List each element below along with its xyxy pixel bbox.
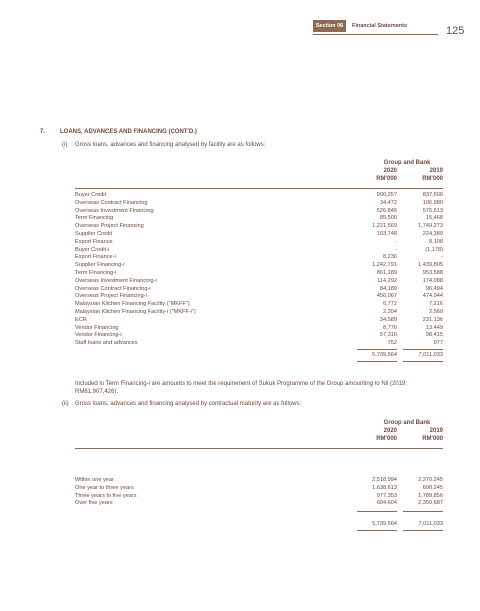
part-i-year-2019: 2019 [429, 168, 443, 174]
part-i-intro: Gross loans, advances and financing analysed by facility are as follows: [75, 142, 266, 148]
part-i-total-2019: 7,011,033 [418, 352, 443, 358]
row-value-2020: - [395, 246, 397, 253]
row-label: Overseas Project Financing [75, 223, 144, 230]
part-ii-year-2019: 2019 [429, 428, 443, 434]
table-row [75, 477, 443, 485]
row-value-2019: 15,468 [425, 215, 443, 222]
table-row [75, 278, 443, 286]
row-label: Three years to five years [75, 492, 137, 499]
table-row [75, 325, 443, 333]
row-value-2019: 174,088 [422, 277, 443, 284]
row-value-2019: 98,415 [425, 332, 443, 339]
row-value-2019: 953,588 [422, 269, 443, 276]
row-value-2020: 114,292 [377, 277, 397, 284]
row-value-2020: 752 [387, 340, 397, 347]
row-label: Overseas Contract Financing [75, 199, 148, 206]
part-ii-top-rule [75, 448, 443, 449]
row-label: Malaysian Kitchen Financing Facility-i ("MKFF-i") [75, 308, 196, 315]
row-value-2020: - [395, 238, 397, 245]
part-i-top-rule [75, 188, 443, 189]
row-label: Within one year [75, 477, 114, 483]
table-row [75, 270, 443, 278]
table-row [75, 215, 443, 223]
part-ii-intro: Gross loans, advances and financing analysed by contractual maturity are as follows: [75, 401, 302, 407]
row-value-2019: 2,270,245 [418, 477, 443, 483]
row-value-2019: 977 [433, 340, 443, 347]
table-row [75, 286, 443, 294]
table-row [75, 223, 443, 231]
part-ii-total-underline-2019 [403, 530, 443, 531]
table-row [75, 239, 443, 247]
row-value-2020: 6,772 [383, 301, 397, 308]
table-row [75, 340, 443, 348]
row-value-2019: 600,245 [422, 484, 443, 491]
note-title: LOANS, ADVANCES AND FINANCING (CONT'D.) [60, 129, 197, 135]
row-label: Export Finance [75, 238, 113, 245]
row-value-2019: 8,108 [429, 238, 443, 245]
page-number: 125 [446, 25, 465, 37]
row-label: Overseas Project Financing-i [75, 293, 147, 300]
part-ii-total-rule-2019 [403, 511, 443, 512]
table-row [75, 254, 443, 262]
row-value-2020: 526,845 [376, 207, 397, 214]
table-row [75, 301, 443, 309]
row-value-2019: 1,749,273 [418, 223, 443, 230]
row-value-2020: 990,257 [376, 192, 397, 198]
row-value-2020: 34,472 [379, 199, 397, 206]
part-i-unit-2019: RM'000 [422, 176, 443, 182]
table-row [75, 262, 443, 270]
table-row [75, 485, 443, 493]
part-i-group-heading: Group and Bank [383, 160, 431, 166]
row-value-2019: 106,980 [422, 199, 443, 206]
row-value-2020: 2,204 [383, 308, 397, 315]
row-label: Supplier Financing-i [75, 262, 125, 269]
part-ii-table [75, 477, 443, 508]
table-row [75, 192, 443, 200]
table-row [75, 500, 443, 508]
row-label: Over five years [75, 500, 113, 507]
row-label: Malaysian Kitchen Financing Facility ("MKFF") [75, 301, 190, 308]
row-value-2020: 103,748 [376, 230, 397, 237]
row-value-2019: 1,789,856 [418, 492, 443, 499]
part-ii-total-underline-2020 [357, 530, 397, 531]
row-label: Supplier Credit [75, 230, 112, 237]
row-value-2019: 2,350,687 [418, 500, 443, 507]
part-i-footnote: Included in Term Financing-i are amounts to meet the requirement of Sukuk Programme of the Group amounting to Nil (2019: RM61,907,426). [75, 381, 408, 395]
row-label: Staff loans and advances [75, 340, 138, 347]
row-value-2019: 576,613 [422, 207, 443, 214]
table-row [75, 200, 443, 208]
row-label: ECR [75, 316, 87, 323]
part-i-total-rule-2019 [403, 349, 443, 350]
table-row [75, 208, 443, 216]
part-i-total-2020: 5,739,564 [372, 352, 397, 358]
part-i-total-underline-2019 [403, 361, 443, 362]
row-value-2020: 861,189 [376, 269, 397, 276]
row-label: Buyer Credit-i [75, 246, 110, 253]
table-row [75, 493, 443, 501]
row-value-2019: 1,439,805 [418, 262, 443, 269]
table-row [75, 247, 443, 255]
part-ii-total-2020: 5,739,564 [372, 521, 397, 527]
row-value-2020: 977,353 [376, 492, 397, 499]
row-value-2020: 1,638,613 [372, 484, 397, 491]
row-value-2020: 84,189 [379, 285, 397, 292]
row-label: Overseas Investment Financing [75, 207, 154, 214]
row-value-2019: 96,494 [425, 285, 443, 292]
row-label: Overseas Contract Financing-i [75, 285, 151, 292]
row-value-2019: 2,560 [429, 308, 443, 315]
part-ii-unit-2020: RM'000 [376, 436, 397, 442]
row-value-2019: 474,044 [422, 293, 443, 300]
row-value-2019: 224,389 [422, 230, 443, 237]
table-row [75, 309, 443, 317]
row-label: Export Finance-i [75, 254, 116, 261]
row-value-2020: 8,236 [383, 254, 397, 261]
part-ii-label: (ii) [62, 401, 69, 407]
row-value-2019: 13,449 [425, 324, 443, 331]
section-title: Financial Statements [352, 23, 408, 29]
row-value-2020: 456,067 [376, 293, 397, 300]
part-i-label: (i) [62, 142, 68, 148]
row-value-2020: 57,316 [379, 332, 397, 339]
row-label: Term Financing [75, 215, 114, 222]
part-i-year-2020: 2020 [383, 168, 397, 174]
row-value-2020: 1,221,569 [372, 223, 397, 230]
row-value-2019: 837,608 [422, 192, 443, 198]
part-ii-group-heading: Group and Bank [383, 420, 431, 426]
row-label: Buyer Credit [75, 192, 107, 198]
row-value-2020: 34,589 [379, 316, 397, 323]
row-label: One year to three years [75, 484, 134, 491]
row-value-2019: - [441, 254, 443, 261]
row-value-2019: (1,178) [425, 246, 443, 253]
part-i-table [75, 192, 443, 348]
row-label: Vendor Financing-i [75, 332, 122, 339]
header-divider [313, 34, 438, 35]
row-label: Vendor Financing [75, 324, 119, 331]
table-row [75, 231, 443, 239]
row-value-2020: 604,604 [376, 500, 397, 507]
row-value-2020: 2,518,994 [372, 477, 397, 483]
row-value-2020: 85,500 [379, 215, 397, 222]
row-label: Term Financing-i [75, 269, 117, 276]
row-value-2020: 1,242,791 [372, 262, 397, 269]
row-value-2019: 231,136 [422, 316, 443, 323]
row-label: Overseas Investment Financing-i [75, 277, 157, 284]
note-number: 7. [40, 129, 46, 135]
table-row [75, 332, 443, 340]
row-value-2020: 8,776 [383, 324, 397, 331]
table-row [75, 293, 443, 301]
part-i-unit-2020: RM'000 [376, 176, 397, 182]
section-badge: Section 06 [313, 20, 346, 32]
part-ii-total-rule-2020 [357, 511, 397, 512]
part-ii-total-2019: 7,011,033 [418, 521, 443, 527]
part-ii-year-2020: 2020 [383, 428, 397, 434]
part-i-total-rule-2020 [357, 349, 397, 350]
part-i-total-underline-2020 [357, 361, 397, 362]
part-ii-unit-2019: RM'000 [422, 436, 443, 442]
table-row [75, 317, 443, 325]
row-value-2019: 7,216 [429, 301, 443, 308]
